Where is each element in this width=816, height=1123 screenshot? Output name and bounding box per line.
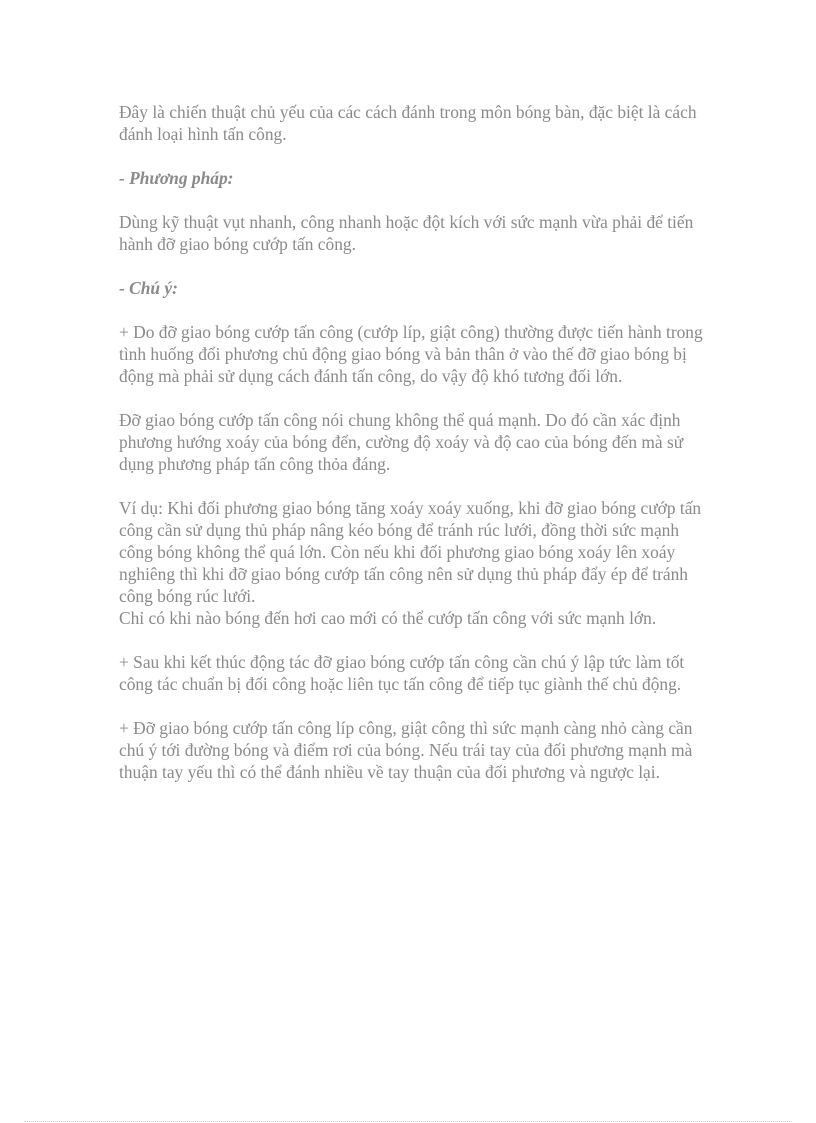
heading-method: - Phương pháp:: [119, 168, 234, 188]
paragraph-note-4: + Đỡ giao bóng cướp tấn công líp công, giật công thì sức mạnh càng nhỏ càng cần chú ý tới đường bóng và điểm rơi của bóng. Nếu trái tay của đối phương mạnh mà thuận tay yếu thì có thể đánh nhiều về tay thuận của đối phương và ngược lại.: [119, 718, 693, 782]
paragraph-note-3: + Sau khi kết thúc động tác đỡ giao bóng cướp tấn công cần chú ý lập tức làm tốt công tác chuẩn bị đối công hoặc liên tục tấn công để tiếp tục giành thế chủ động.: [119, 652, 685, 694]
paragraph-method: Dùng kỹ thuật vụt nhanh, công nhanh hoặc đột kích với sức mạnh vừa phải để tiến hành đỡ giao bóng cướp tấn công.: [119, 212, 694, 254]
paragraph-example: Ví dụ: Khi đối phương giao bóng tăng xoáy xoáy xuống, khi đỡ giao bóng cướp tấn công cần sử dụng thủ pháp nâng kéo bóng để tránh rúc lưới, đồng thời sức mạnh công bóng không thể quá lớn. Còn nếu khi đối phương giao bóng xoáy lên xoáy nghiêng thì khi đỡ giao bóng cướp tấn công nên sử dụng thủ pháp đẩy ép để tránh công bóng rúc lưới.: [119, 498, 702, 606]
document-body: [119, 101, 709, 805]
paragraph-note-1: + Do đỡ giao bóng cướp tấn công (cướp líp, giật công) thường được tiến hành trong tình huống đối phương chủ động giao bóng và bản thân ở vào thế đỡ giao bóng bị động mà phải sử dụng cách đánh tấn công, do vậy độ khó tương đối lớn.: [119, 322, 703, 386]
paragraph-intro: Đây là chiến thuật chủ yếu của các cách đánh trong môn bóng bàn, đặc biệt là cách đánh loại hình tấn công.: [119, 102, 697, 144]
paragraph-example-followup: Chỉ có khi nào bóng đến hơi cao mới có thể cướp tấn công với sức mạnh lớn.: [119, 608, 657, 628]
page-bottom-divider: [24, 1121, 792, 1122]
paragraph-note-2: Đỡ giao bóng cướp tấn công nói chung không thể quá mạnh. Do đó cần xác định phương hướng xoáy của bóng đến, cường độ xoáy và độ cao của bóng đến mà sử dụng phương pháp tấn công thỏa đáng.: [119, 410, 684, 474]
heading-note: - Chú ý:: [119, 278, 178, 298]
